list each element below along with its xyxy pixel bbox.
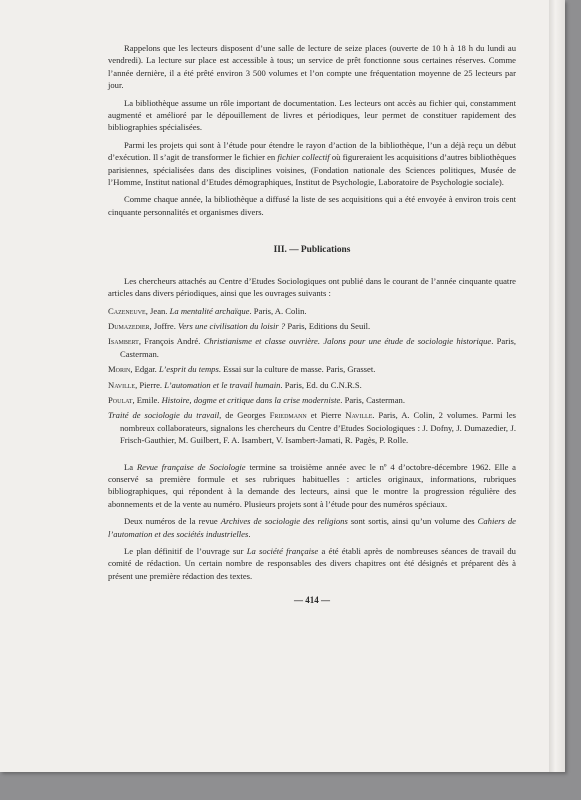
text: . bbox=[248, 528, 251, 539]
author-surname: Dumazedier bbox=[108, 320, 150, 331]
page-content bbox=[108, 42, 516, 607]
author-rest: , Jean. bbox=[145, 305, 170, 316]
paragraph-revue bbox=[108, 461, 516, 511]
paragraph-archives bbox=[108, 515, 516, 540]
author-rest: , Joffre. bbox=[149, 320, 179, 331]
publisher: . Paris, A. Colin. bbox=[249, 305, 307, 316]
book-title: Christianisme et classe ouvrière. Jalons pour une étude de sociologie historique bbox=[203, 336, 492, 347]
author-surname: Morin bbox=[108, 364, 131, 375]
book-title: L’automation et le travail humain bbox=[164, 379, 281, 390]
bibliography-entry bbox=[108, 305, 516, 317]
text: La bbox=[124, 461, 137, 472]
page-fold-shadow bbox=[549, 0, 565, 772]
text: et Pierre bbox=[306, 410, 346, 421]
bibliography-entry bbox=[108, 335, 516, 360]
author-surname: Isambert bbox=[108, 336, 139, 347]
text: , de Georges bbox=[219, 410, 270, 421]
author-surname: Friedmann bbox=[269, 410, 307, 421]
paragraph-reading-room: Rappelons que les lecteurs disposent d’une salle de lecture de seize places (ouverte de 10 h à 18 h du lundi au vendredi). La lecture sur place est accessible à tous; un service de prêt fonctionne sous certaines réserves. Comme l’année dernière, il a été prêté environ 3 500 volumes et l’on compte une fréquentation moyenne de 25 lecteurs par jour. bbox=[108, 43, 516, 91]
book-title: Vers une civilisation du loisir ? bbox=[178, 320, 286, 331]
text: sont sortis, ainsi qu’un volume des bbox=[347, 516, 478, 527]
publisher: Paris, Editions du Seuil. bbox=[285, 320, 371, 331]
publisher: . Paris, Casterman. bbox=[120, 336, 516, 359]
text: Le plan définitif de l’ouvrage sur bbox=[124, 546, 247, 556]
author-surname: Naville bbox=[108, 379, 136, 390]
text: Parmi les projets qui sont à l’étude pour étendre le rayon d’action de la bibliothèque, l’un a déjà reçu un début d’exécution. Il s’agit de transformer le fichier en bbox=[108, 139, 516, 163]
author-rest: , Edgar. bbox=[130, 364, 159, 375]
text: . Paris, A. Colin, 2 volumes. Parmi les nombreux collaborateurs, signalons les chercheurs du Centre d’Etudes Sociologiques : J. Dofny, J. Dumazedier, J. Frisch-Gauthier, M. Guilbert, F. A. Isambert, V. Isambert-Jamati, R. Pagès, P. Rolle. bbox=[120, 410, 517, 446]
bibliography-entry-traite bbox=[108, 409, 516, 446]
paragraph-publications-intro: Les chercheurs attachés au Centre d’Etudes Sociologiques ont publié dans le courant de l’année cinquante quatre articles dans divers périodiques, ainsi que les ouvrages suivants : bbox=[108, 275, 516, 299]
text: où figureraient les acquisitions d’autres bibliothèques parisiennes, spécialisées dans des disciplines voisines, (Fondation nationale des Sciences politiques, Musée de l’Homme, Institut national d’Etudes démographiques, Institut de Psychologie, Laboratoire de Psychologie sociale). bbox=[108, 152, 516, 188]
book-title: Traité de sociologie du travail bbox=[108, 410, 220, 421]
book-title: L’esprit du temps bbox=[158, 364, 219, 375]
author-rest: , Emile. bbox=[132, 394, 162, 405]
publisher: . Paris, Ed. du C.N.R.S. bbox=[280, 379, 362, 390]
book-title: Histoire, dogme et critique dans la crise moderniste bbox=[161, 394, 341, 405]
paragraph-fichier-collectif bbox=[108, 139, 516, 189]
page-number: — 414 — bbox=[294, 595, 330, 606]
section-heading: III. — Publications bbox=[273, 245, 351, 256]
bibliography-list bbox=[108, 305, 516, 447]
author-surname: Naville bbox=[345, 410, 373, 421]
bibliography-entry bbox=[108, 379, 516, 391]
publisher: . Essai sur la culture de masse. Paris, Grasset. bbox=[218, 364, 376, 375]
author-rest: , Pierre. bbox=[135, 379, 165, 390]
text: a été établi après de nombreuses séances de travail du comité de rédaction. Un certain nombre de responsables des divers chapitres ont été désignés et préparent dès à présent une première rédaction des textes. bbox=[108, 546, 516, 581]
publisher: . Paris, Casterman. bbox=[340, 394, 405, 405]
paragraph-acquisitions-list: Comme chaque année, la bibliothèque a diffusé la liste de ses acquisitions qui a été envoyée à environ trois cent cinquante personnalités et organismes divers. bbox=[108, 194, 516, 217]
emphasis: fichier collectif bbox=[277, 152, 330, 163]
author-surname: Cazeneuve bbox=[108, 305, 146, 316]
book-title: La mentalité archaïque bbox=[169, 305, 250, 316]
text: Deux numéros de la revue bbox=[124, 516, 221, 527]
paragraph-plan bbox=[108, 545, 516, 582]
emphasis: La société française bbox=[246, 546, 319, 556]
paragraph-documentation: La bibliothèque assume un rôle important de documentation. Les lecteurs ont accès au fichier qui, constamment augmenté et amélioré par le dépouillement de livres et périodiques, leur permet de constituer rapidement des bibliographies spécialisées. bbox=[108, 97, 516, 133]
bibliography-entry bbox=[108, 320, 516, 332]
emphasis: Revue française de Sociologie bbox=[136, 461, 246, 472]
bibliography-entry bbox=[108, 363, 516, 375]
author-rest: , François André. bbox=[138, 336, 204, 347]
text: termine sa troisième année avec le nº 4 d’octobre-décembre 1962. Elle a conservé sa première formule et ses rubriques habituelles : articles originaux, informations, rubriques bibliographiques, qui répondent à la demande des lecteurs, ainsi que le montre la progression régulière des abonnements et de la vente au numéro. Plusieurs projets sont à l’étude pour des numéros spéciaux. bbox=[108, 461, 517, 509]
emphasis: Cahiers de l’automation et des sociétés industrielles bbox=[108, 516, 517, 539]
bibliography-entry bbox=[108, 394, 516, 406]
emphasis: Archives de sociologie des religions bbox=[220, 516, 348, 527]
author-surname: Poulat bbox=[108, 394, 133, 405]
